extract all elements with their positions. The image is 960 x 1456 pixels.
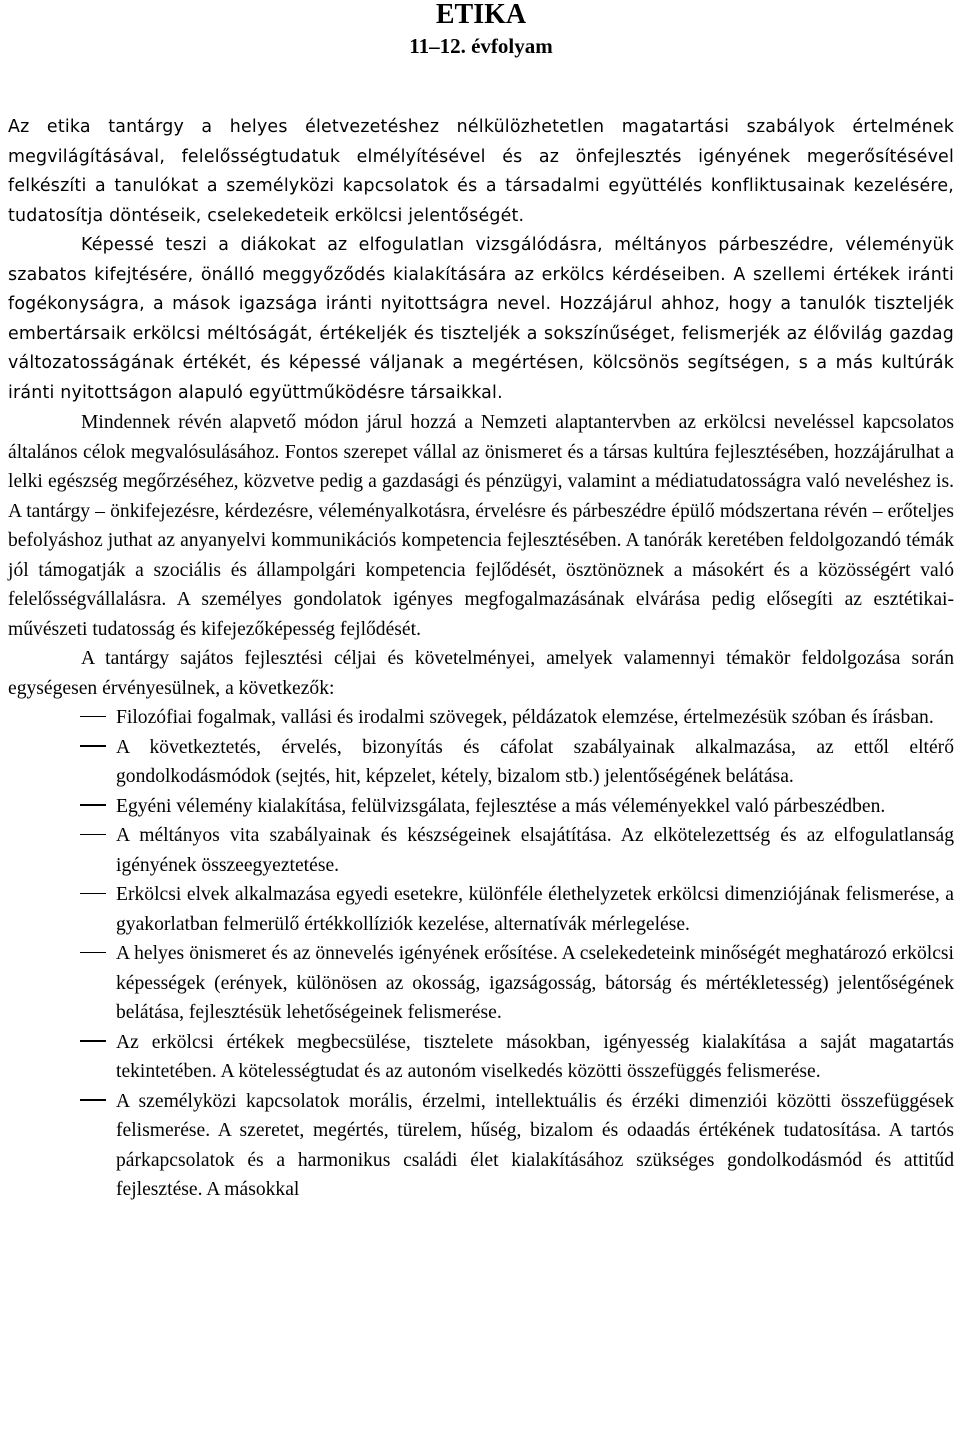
list-item: A helyes önismeret és az önnevelés igényének erősítése. A cselekedeteink minőségét meghatározó erkölcsi képességek (erények, különösen az okosság, igazságosság, bátorság és mértékletesség) jelentőségének belátása, fejlesztésük lehetőségeinek felismerése. — [8, 939, 954, 1028]
paragraph-nat: Mindennek révén alapvető módon járul hozzá a Nemzeti alaptantervben az erkölcsi neveléssel kapcsolatos általános célok megvalósulásához. Fontos szerepet vállal az önismeret és a társas kultúra fejlesztésében, hozzájárulhat a lelki egészség megőrzéséhez, közvetve pedig a gazdasági és pénzügyi, valamint a médiatudatosságra való neveléshez is. A tantárgy – önkifejezésre, kérdezésre, véleményalkotásra, érvelésre és párbeszédre épülő módszertana révén – erőteljes befolyáshoz juthat az anyanyelvi kommunikációs kompetencia fejlesztésében. A tanórák keretében feldolgozandó témák jól támogatják a szociális és állampolgári kompetencia fejlődését, ösztönöznek a másokért és a közösségért való felelősségvállalásra. A személyes gondolatok igényes megfogalmazásának elvárása pedig elősegíti az esztétikai-művészeti tudatosság és kifejezőképesség fejlődését. — [8, 412, 954, 640]
list-item: Filozófiai fogalmak, vallási és irodalmi szövegek, példázatok elemzése, értelmezésük szóban és írásban. — [8, 703, 954, 733]
dash-bullet-icon — [80, 821, 108, 851]
dash-bullet-icon — [80, 939, 108, 969]
dash-bullet-icon — [80, 1028, 108, 1058]
dash-bullet-icon — [80, 880, 108, 910]
paragraph-intro: Az etika tantárgy a helyes életvezetéshez nélkülözhetetlen magatartási szabályok értelmének megvilágításával, felelősségtudatuk elmélyítésével és az önfejlesztés igényének megerősítésével felkészíti a tanulókat a személyközi kapcsolatok és a társadalmi együttélés konfliktusainak kezelésére, tudatosítja döntéseik, cselekedeteik erkölcsi jelentőségét. — [8, 117, 954, 226]
list-item: Erkölcsi elvek alkalmazása egyedi esetekre, különféle élethelyzetek erkölcsi dimenziójának felismerése, a gyakorlatban felmerülő értékkollíziók kezelése, alternatívák mérlegelése. — [8, 880, 954, 939]
page-subtitle: 11–12. évfolyam — [409, 34, 553, 58]
dash-bullet-icon — [80, 703, 108, 733]
paragraph-abilities: Képessé teszi a diákokat az elfogulatlan vizsgálódásra, méltányos párbeszédre, véleményük szabatos kifejtésére, önálló meggyőződés kialakítására az erkölcs kérdéseiben. A szellemi értékek iránti fogékonyságra, a mások igazsága iránti nyitottságra nevel. Hozzájárul ahhoz, hogy a tanulók tiszteljék embertársaik erkölcsi méltóságát, értékeljék és tiszteljék a sokszínűséget, felismerjék az élővilág gazdag változatosságának értékét, és képessé váljanak a megértésen, kölcsönös segítségen, s a más kultúrák iránti nyitottságon alapuló együttműködésre társaikkal. — [8, 235, 954, 403]
document-page — [8, 0, 954, 1205]
paragraph-goals-intro: A tantárgy sajátos fejlesztési céljai és követelményei, amelyek valamennyi témakör feldolgozása során egységesen érvényesülnek, a következők: — [8, 648, 954, 699]
dash-bullet-icon — [80, 792, 108, 822]
goals-list — [8, 703, 954, 1205]
document-body — [8, 113, 954, 1205]
dash-bullet-icon — [80, 733, 108, 763]
list-item: A következtetés, érvelés, bizonyítás és cáfolat szabályainak alkalmazása, az ettől eltérő gondolkodásmódok (sejtés, hit, képzelet, kétely, bizalom stb.) jelentőségének belátása. — [8, 733, 954, 792]
list-item: Egyéni vélemény kialakítása, felülvizsgálata, fejlesztése a más véleményekkel való párbeszédben. — [8, 792, 954, 822]
list-item: A személyközi kapcsolatok morális, érzelmi, intellektuális és érzéki dimenziói közötti összefüggések felismerése. A szeretet, megértés, türelem, hűség, bizalom és odaadás értékének tudatosítása. A tartós párkapcsolatok és a harmonikus családi élet kialakításához szükséges gondolkodásmód és attitűd fejlesztése. A másokkal — [8, 1087, 954, 1205]
page-title: ETIKA — [435, 0, 527, 30]
dash-bullet-icon — [80, 1087, 108, 1117]
list-item: Az erkölcsi értékek megbecsülése, tisztelete másokban, igényesség kialakítása a saját magatartás tekintetében. A kötelességtudat és az autonóm viselkedés közötti összefüggés felismerése. — [8, 1028, 954, 1087]
list-item: A méltányos vita szabályainak és készségeinek elsajátítása. Az elkötelezettség és az elfogulatlanság igényének összeegyeztetése. — [8, 821, 954, 880]
